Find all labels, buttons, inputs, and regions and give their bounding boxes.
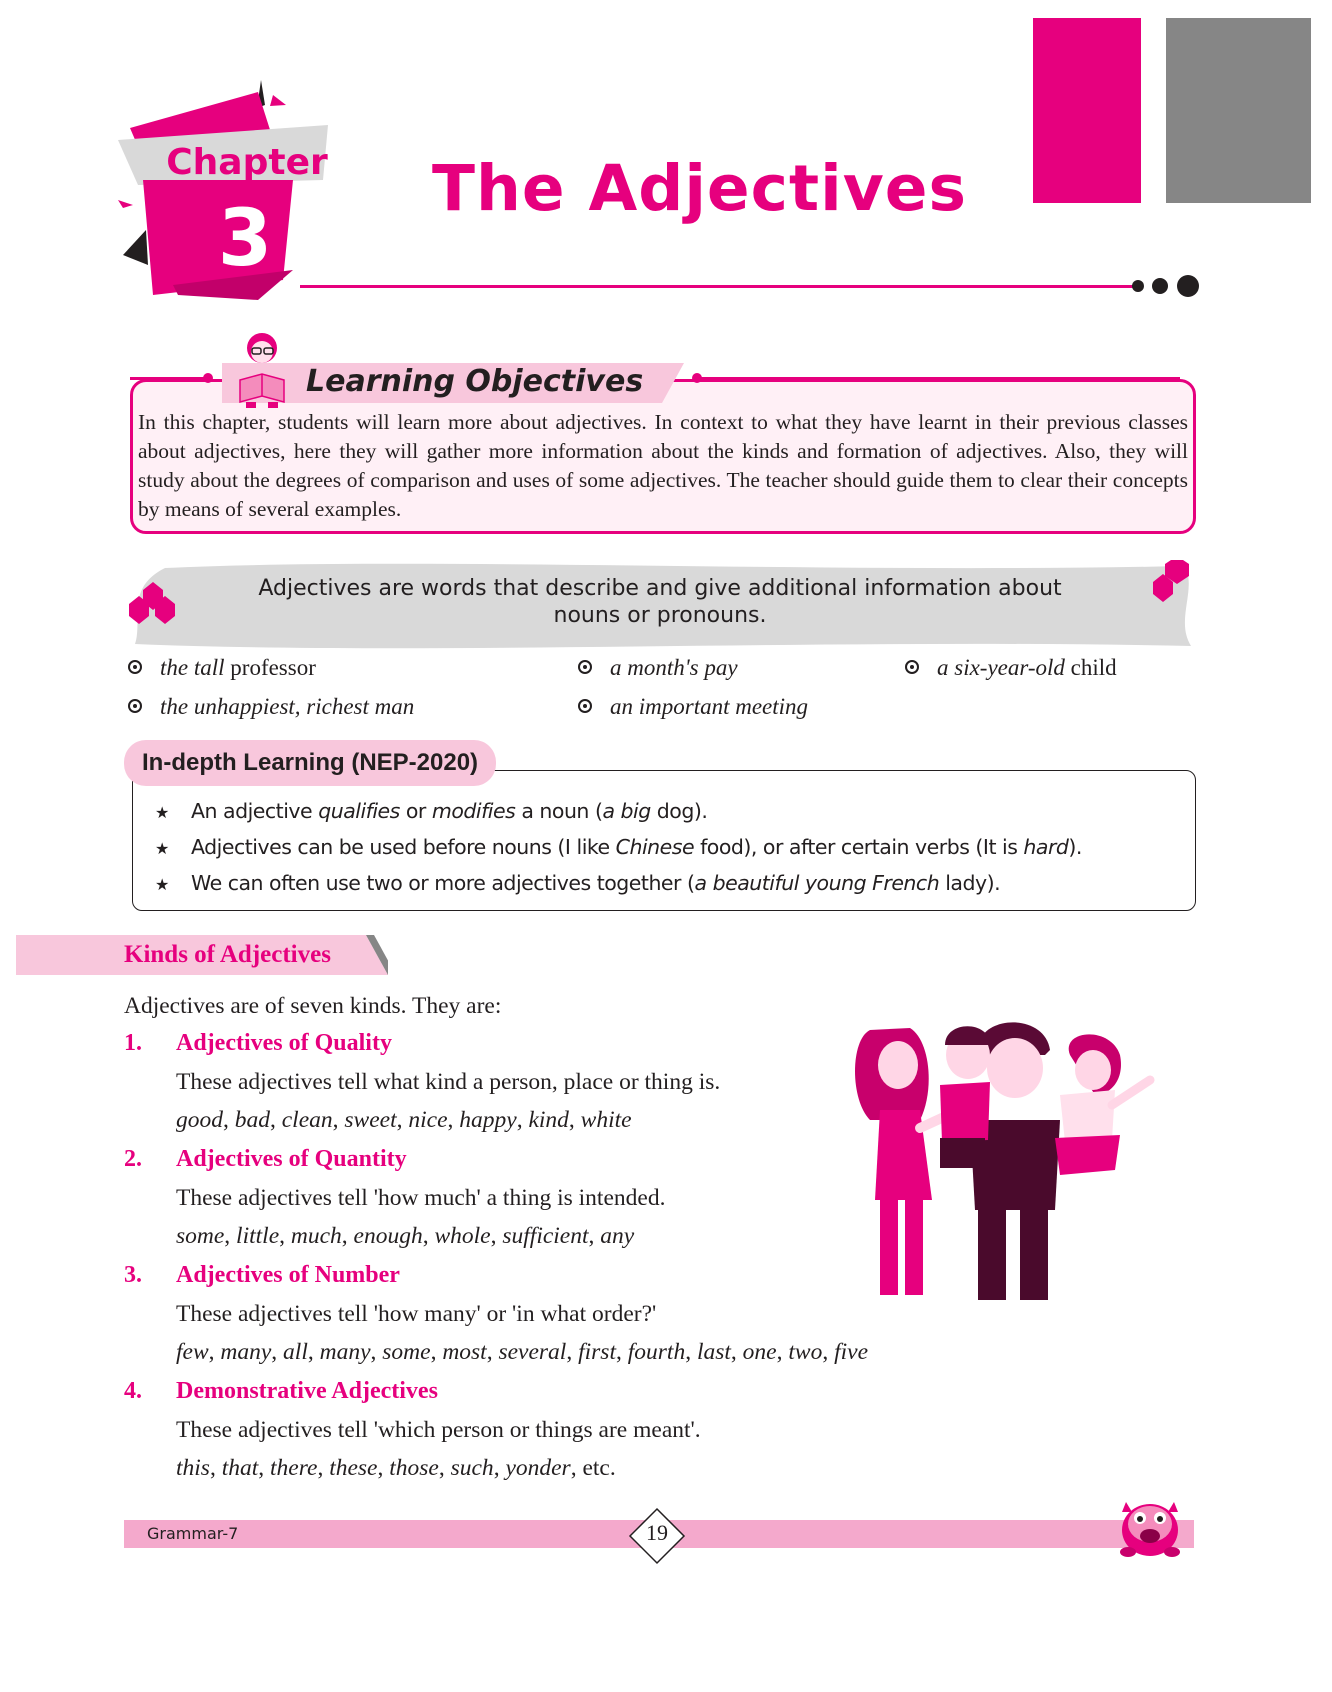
example-word: all xyxy=(283,1339,308,1365)
example-word: many xyxy=(319,1339,371,1365)
learning-objectives-title: Learning Objectives xyxy=(306,364,644,399)
definition-line: Adjectives are words that describe and give additional information about xyxy=(258,576,1062,601)
definition-line: nouns or pronouns. xyxy=(553,603,767,628)
example-item: an important meeting xyxy=(578,693,808,721)
dots-decoration xyxy=(1130,274,1205,298)
example-word: that xyxy=(221,1455,259,1481)
star-icon: ★ xyxy=(155,839,169,858)
item-number: 2. xyxy=(124,1146,142,1172)
kind-examples: this, that, there, these, those, such, yonder, etc. xyxy=(176,1455,616,1481)
in-depth-item: ★ Adjectives can be used before nouns (I like Chinese food), or after certain verbs (It is hard). xyxy=(155,834,1082,862)
kinds-intro: Adjectives are of seven kinds. They are: xyxy=(124,993,502,1019)
star-icon: ★ xyxy=(155,803,169,822)
bullet-icon xyxy=(128,699,142,713)
example-word: such xyxy=(450,1455,494,1481)
reading-girl-icon xyxy=(232,330,292,408)
in-depth-title: In-depth Learning (NEP-2020) xyxy=(142,749,479,776)
item-number: 4. xyxy=(124,1378,142,1404)
in-depth-item: ★ An adjective qualifies or modifies a noun (a big dog). xyxy=(155,798,707,826)
bullet-icon xyxy=(578,699,592,713)
kind-title: Demonstrative Adjectives xyxy=(176,1378,438,1404)
example-word: whole xyxy=(434,1223,491,1249)
kind-title: Adjectives of Quantity xyxy=(176,1146,407,1172)
chapter-title: The Adjectives xyxy=(432,152,968,225)
kind-examples: few, many, all, many, some, most, several, first, fourth, last, one, two, five xyxy=(176,1339,868,1365)
example-item: a month's pay xyxy=(578,654,738,682)
kind-title: Adjectives of Number xyxy=(176,1262,400,1288)
footer-book-label: Grammar-7 xyxy=(147,1524,239,1543)
family-illustration xyxy=(850,1010,1180,1310)
example-word: several xyxy=(498,1339,567,1365)
example-word: many xyxy=(220,1339,272,1365)
star-icon: ★ xyxy=(155,875,169,894)
kind-title: Adjectives of Quality xyxy=(176,1030,392,1056)
kind-description: These adjectives tell 'how much' a thing is intended. xyxy=(176,1185,666,1211)
dot-decoration xyxy=(203,373,213,383)
kind-examples: good, bad, clean, sweet, nice, happy, kind, white xyxy=(176,1107,632,1133)
example-word: this xyxy=(176,1455,210,1481)
item-number: 3. xyxy=(124,1262,142,1288)
example-item: a six-year-old child xyxy=(905,654,1117,682)
section-heading: Kinds of Adjectives xyxy=(124,941,331,968)
monster-mascot-icon xyxy=(1110,1490,1190,1560)
example-word: sweet xyxy=(344,1107,397,1133)
decor-block-pink xyxy=(1033,18,1141,203)
example-word: enough xyxy=(353,1223,423,1249)
example-word: fourth xyxy=(627,1339,686,1365)
item-number: 1. xyxy=(124,1030,142,1056)
example-word: good xyxy=(176,1107,223,1133)
example-word: nice xyxy=(408,1107,448,1133)
kind-description: These adjectives tell what kind a person, place or thing is. xyxy=(176,1069,721,1095)
example-word: first xyxy=(578,1339,616,1365)
in-depth-item: ★ We can often use two or more adjectives together (a beautiful young French lady). xyxy=(155,870,1000,898)
example-word: last xyxy=(696,1339,731,1365)
example-item: the tall professor xyxy=(128,654,316,682)
example-word: one xyxy=(742,1339,777,1365)
dot-decoration xyxy=(692,373,702,383)
definition-text xyxy=(200,575,1120,629)
bullet-icon xyxy=(128,660,142,674)
example-word: kind xyxy=(528,1107,569,1133)
example-word: clean xyxy=(281,1107,333,1133)
example-word: some xyxy=(176,1223,225,1249)
example-word: happy xyxy=(459,1107,517,1133)
example-word: sufficient xyxy=(502,1223,589,1249)
kind-examples: some, little, much, enough, whole, sufficient, any xyxy=(176,1223,635,1249)
example-word: any xyxy=(600,1223,635,1249)
kind-description: These adjectives tell 'how many' or 'in what order?' xyxy=(176,1301,657,1327)
example-item: the unhappiest, richest man xyxy=(128,693,414,721)
bullet-icon xyxy=(905,660,919,674)
title-rule xyxy=(300,285,1140,288)
example-word: much xyxy=(290,1223,342,1249)
decor-block-gray xyxy=(1166,18,1311,203)
learning-objectives-text: In this chapter, students will learn more about adjectives. In context to what they have learnt in their previous classes about adjectives, here they will gather more information about the kinds and formation of adjectives. Also, they will study about the degrees of comparison and uses of some adjectives. The teacher should guide them to clear their concepts by means of several examples. xyxy=(138,410,1188,521)
example-word: these xyxy=(329,1455,378,1481)
chapter-number: 3 xyxy=(217,194,273,284)
bullet-icon xyxy=(578,660,592,674)
example-word: few xyxy=(176,1339,209,1365)
example-word: there xyxy=(270,1455,318,1481)
example-word: five xyxy=(834,1339,868,1365)
example-suffix: , etc. xyxy=(570,1455,616,1481)
chapter-label: Chapter xyxy=(166,142,328,183)
example-word: white xyxy=(580,1107,632,1133)
page-number: 19 xyxy=(646,1520,668,1545)
divider xyxy=(130,377,205,380)
example-word: bad xyxy=(234,1107,270,1133)
example-word: some xyxy=(382,1339,431,1365)
kind-description: These adjectives tell 'which person or things are meant'. xyxy=(176,1417,701,1443)
example-word: yonder xyxy=(505,1455,571,1481)
example-word: those xyxy=(389,1455,439,1481)
example-word: two xyxy=(788,1339,823,1365)
divider xyxy=(700,377,1180,380)
example-word: most xyxy=(442,1339,487,1365)
example-word: little xyxy=(236,1223,280,1249)
